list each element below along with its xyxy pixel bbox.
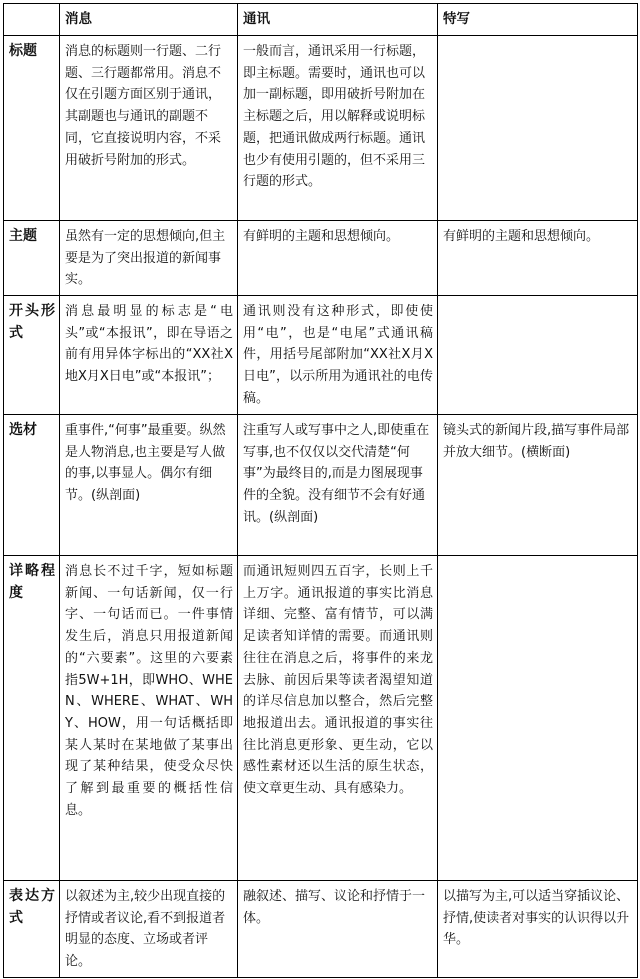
cell-xiaoxi: 消息最明显的标志是“电头”或“本报讯”，即在导语之前有用异体字标出的“XX社X地X月X日电”或“本报讯”； [60,296,238,415]
cell-tongxun: 融叙述、描写、议论和抒情于一体。 [238,881,438,978]
cell-texie [438,556,638,881]
cell-tongxun: 一般而言，通讯采用一行标题，即主标题。需要时，通讯也可以加一副标题，即用破折号附加在主标题之后，用以解释或说明标题，把通讯做成两行标题。通讯也少有使用引题的，但不采用三行题的形式。 [238,36,438,221]
cell-tongxun: 注重写人或写事中之人,即使重在写事,也不仅仅以交代清楚“何事”为最终目的,而是力图展现事件的全貌。没有细节不会有好通讯。(纵剖面) [238,415,438,556]
cell-texie: 以描写为主,可以适当穿插议论、抒情,使读者对事实的认识得以升华。 [438,881,638,978]
cell-xiaoxi: 消息的标题则一行题、二行题、三行题都常用。消息不仅在引题方面区别于通讯，其副题也与通讯的副题不同，它直接说明内容，不采用破折号附加的形式。 [60,36,238,221]
row-label-theme: 主题 [4,221,60,296]
cell-xiaoxi: 消息长不过千字，短如标题新闻、一句话新闻，仅一行字、一句话而已。一件事情发生后，消息只用报道新闻的“六要素”。这里的六要素指5W+1H，即WHO、WHEN、WHERE、WHAT、WHY、HOW，用一句话概括即某人某时在某地做了某事出现了某种结果，使受众尽快了解到最重要的概括性信息。 [60,556,238,881]
cell-xiaoxi: 虽然有一定的思想倾向,但主要是为了突出报道的新闻事实。 [60,221,238,296]
header-tongxun: 通讯 [238,4,438,36]
row-label-material: 选材 [4,415,60,556]
cell-tongxun: 有鲜明的主题和思想倾向。 [238,221,438,296]
cell-xiaoxi: 重事件,“何事”最重要。纵然是人物消息,也主要是写人做的事,以事显人。偶尔有细节。(纵剖面) [60,415,238,556]
header-row [4,4,638,36]
comparison-table [3,3,638,978]
table-row [4,556,638,881]
cell-tongxun: 而通讯短则四五百字，长则上千上万字。通讯报道的事实比消息详细、完整、富有情节，可以满足读者知详情的需要。而通讯则往往在消息之后，将事件的来龙去脉、前因后果等读者渴望知道的详尽信息加以整合，然后完整地报道出去。通讯报道的事实往往比消息更形象、更生动，它以感性素材还以生活的原生状态，使文章更生动、具有感染力。 [238,556,438,881]
table-row [4,881,638,978]
table-row [4,296,638,415]
table-row [4,36,638,221]
header-corner-cell [4,4,60,36]
header-xiaoxi: 消息 [60,4,238,36]
cell-texie [438,36,638,221]
row-label-detail: 详略程度 [4,556,60,881]
cell-texie: 有鲜明的主题和思想倾向。 [438,221,638,296]
cell-tongxun: 通讯则没有这种形式，即使使用“电”，也是“电尾”式通讯稿件，用括号尾部附加“XX社X月X日电”，以示所用为通讯社的电传稿。 [238,296,438,415]
header-texie: 特写 [438,4,638,36]
row-label-opening: 开头形式 [4,296,60,415]
table-row [4,221,638,296]
table-row [4,415,638,556]
row-label-title: 标题 [4,36,60,221]
row-label-expression: 表达方式 [4,881,60,978]
cell-xiaoxi: 以叙述为主,较少出现直接的抒情或者议论,看不到报道者明显的态度、立场或者评论。 [60,881,238,978]
cell-texie [438,296,638,415]
cell-texie: 镜头式的新闻片段,描写事件局部并放大细节。(横断面) [438,415,638,556]
